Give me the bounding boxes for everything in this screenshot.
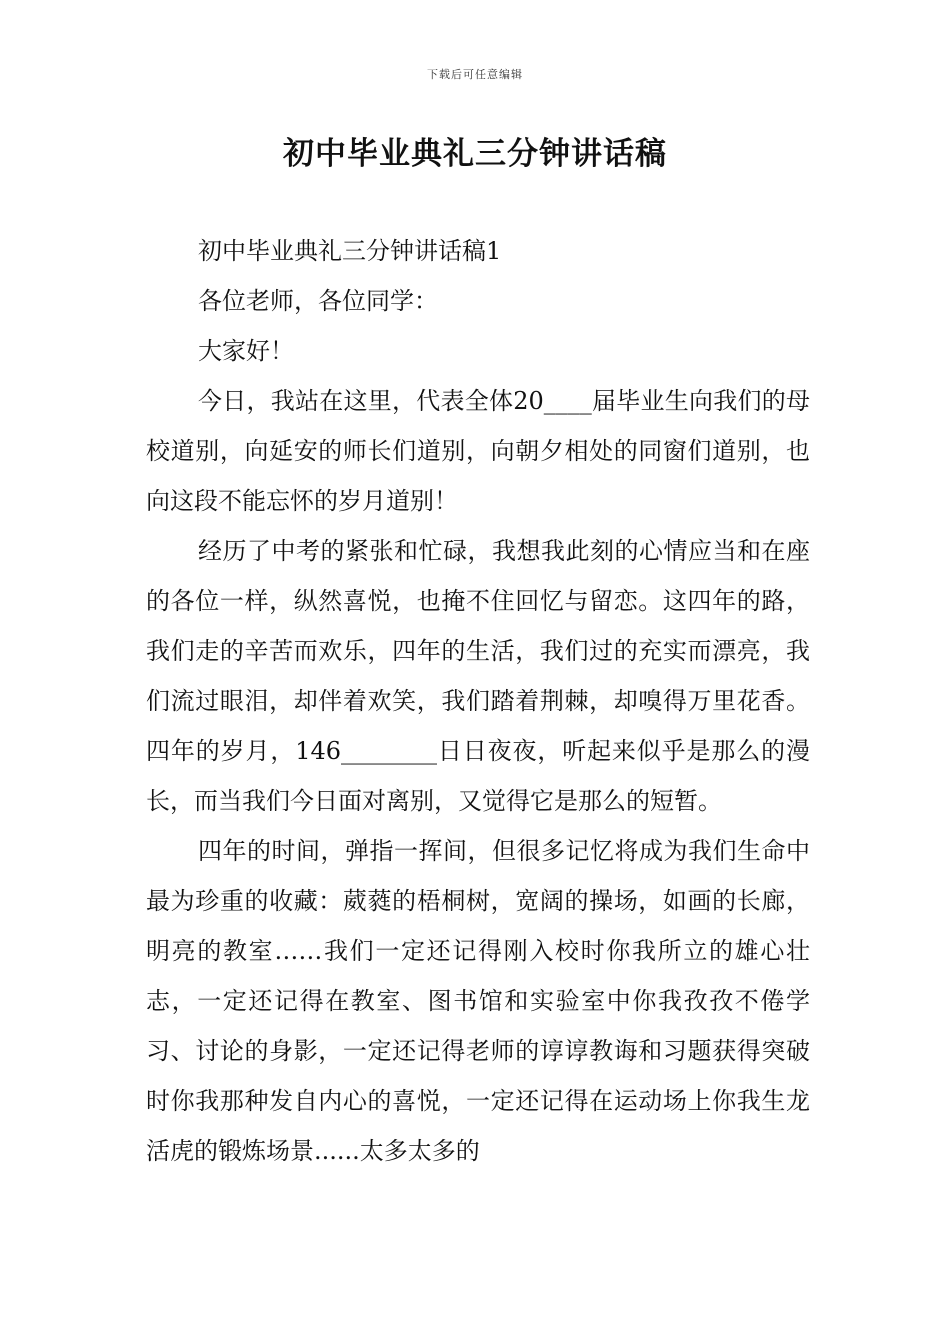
paragraph-memories: 四年的时间，弹指一挥间，但很多记忆将成为我们生命中最为珍重的收藏：葳蕤的梧桐树，宽阔的操场，如画的长廊，明亮的教室……我们一定还记得刚入校时你我所立的雄心壮志，一定还记得在教室、图书馆和实验室中你我孜孜不倦学习、讨论的身影，一定还记得老师的谆谆教诲和习题获得突破时你我那种发自内心的喜悦，一定还记得在运动场上你我生龙活虎的锻炼场景......太多太多的: [146, 837, 810, 1165]
paragraph-greeting: 大家好！: [198, 337, 294, 365]
paragraph-experience: 经历了中考的紧张和忙碌，我想我此刻的心情应当和在座的各位一样，纵然喜悦，也掩不住回忆与留恋。这四年的路，我们走的辛苦而欢乐，四年的生活，我们过的充实而漂亮，我们流过眼泪，却伴着欢笑，我们踏着荆棘，却嗅得万里花香。四年的岁月，146________日日夜夜，听起来似乎是那么的漫长，而当我们今日面对离别，又觉得它是那么的短暂。: [146, 537, 810, 815]
paragraph-salutation: 各位老师，各位同学：: [198, 287, 438, 315]
document-body: [146, 226, 810, 1176]
header-note: 下载后可任意编辑: [427, 68, 523, 81]
document-title: 初中毕业典礼三分钟讲话稿: [283, 136, 667, 172]
paragraph-farewell: 今日，我站在这里，代表全体20____届毕业生向我们的母校道别，向延安的师长们道别，向朝夕相处的同窗们道别，也向这段不能忘怀的岁月道别！: [146, 387, 810, 515]
paragraph-subtitle: 初中毕业典礼三分钟讲话稿1: [198, 237, 502, 265]
